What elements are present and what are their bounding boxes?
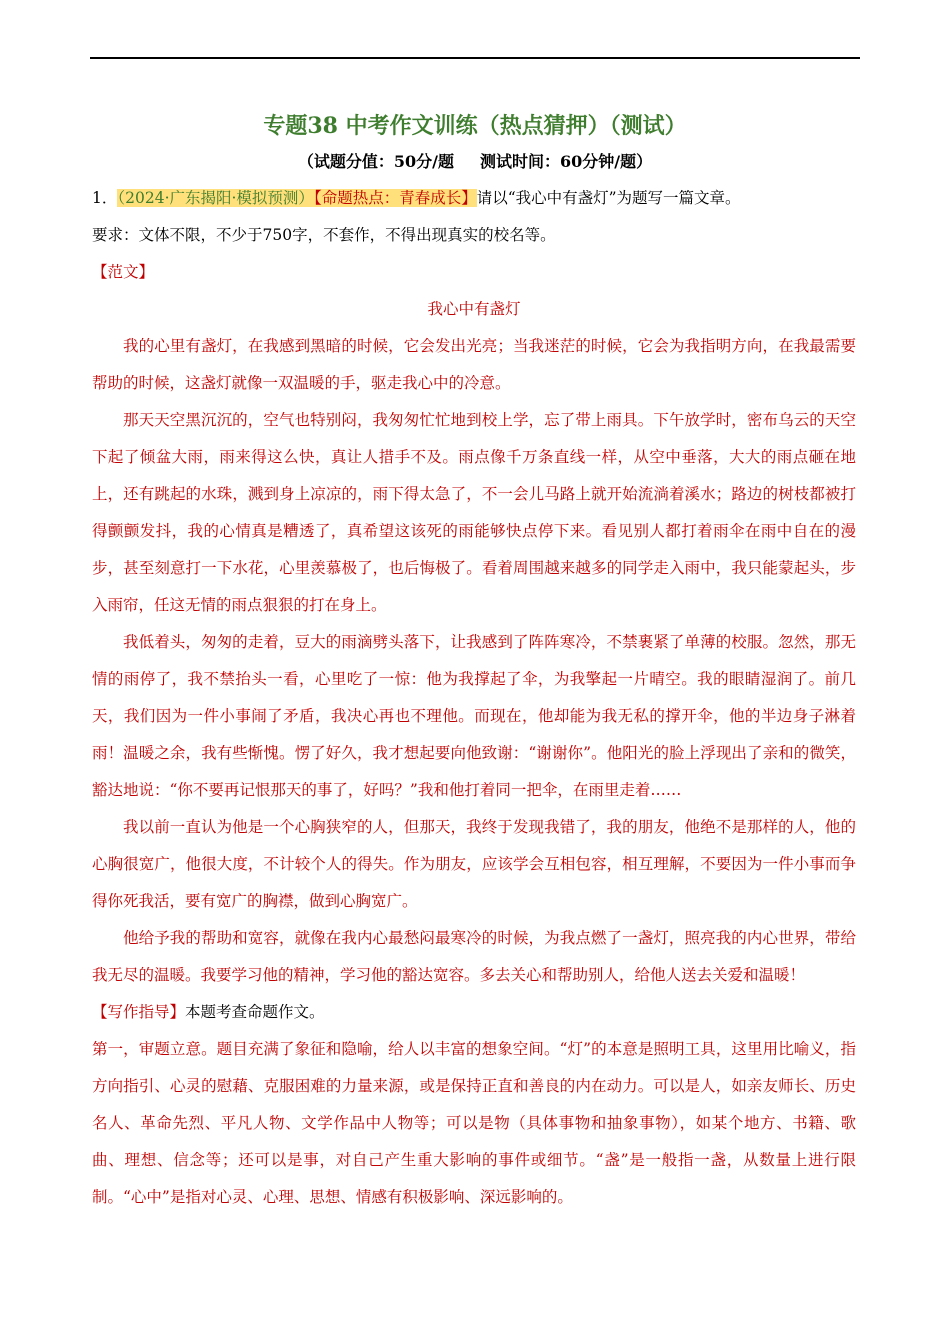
guide-label: 【写作指导】 bbox=[92, 1003, 186, 1021]
question-source: （2024·广东揭阳·模拟预测） bbox=[117, 189, 314, 207]
time-info: 测试时间：60分钟/题） bbox=[480, 152, 653, 171]
essay-paragraph: 我低着头，匆匆的走着，豆大的雨滴劈头落下，让我感到了阵阵寒冷，不禁裹紧了单薄的校服。忽然，那无情的雨停了，我不禁抬头一看，心里吃了一惊：他为我撑起了伞，为我擎起一片晴空。我的眼睛湿润了。前几天，我们因为一件小事闹了矛盾，我决心再也不理他。而现在，他却能为我无私的撑开伞，他的半边身子淋着雨！温暖之余，我有些惭愧。愣了好久，我才想起要向他致谢：“谢谢你”。他阳光的脸上浮现出了亲和的微笑，豁达地说：“你不要再记恨那天的事了，好吗？”我和他打着同一把伞，在雨里走着…… bbox=[92, 633, 856, 799]
guide-heading bbox=[92, 994, 856, 1031]
page-subtitle bbox=[90, 150, 860, 174]
question-prompt: 请以“我心中有盏灯”为题写一篇文章。 bbox=[476, 189, 741, 207]
question-number: 1． bbox=[92, 189, 118, 207]
page-title: 专题38 中考作文训练（热点猜押）（测试） bbox=[263, 113, 687, 139]
essay-paragraph: 那天天空黑沉沉的，空气也特别闷，我匆匆忙忙地到校上学，忘了带上雨具。下午放学时，密布乌云的天空下起了倾盆大雨，雨来得这么快，真让人措手不及。雨点像千万条直线一样，从空中垂落，大大的雨点砸在地上，还有跳起的水珠，溅到身上凉凉的，雨下得太急了，不一会儿马路上就开始流淌着溪水；路边的树枝都被打得颤颤发抖，我的心情真是糟透了，真希望这该死的雨能够快点停下来。看见别人都打着雨伞在雨中自在的漫步，甚至刻意打一下水花，心里羡慕极了，也后悔极了。看着周围越来越多的同学走入雨中，我只能蒙起头，步入雨帘，任这无情的雨点狠狠的打在身上。 bbox=[92, 411, 856, 614]
question-source-tag bbox=[117, 189, 476, 207]
essay-paragraph: 他给予我的帮助和宽容，就像在我内心最愁闷最寒冷的时候，为我点燃了一盏灯，照亮我的内心世界，带给我无尽的温暖。我要学习他的精神，学习他的豁达宽容。多去关心和帮助别人，给他人送去关爱和温暖！ bbox=[92, 929, 856, 984]
guide-text: 第一，审题立意。题目充满了象征和隐喻，给人以丰富的想象空间。“灯”的本意是照明工具，这里用比喻义，指方向指引、心灵的慰藉、克服困难的力量来源，或是保持正直和善良的内在动力。可以是人，如亲友师长、历史名人、革命先烈、平凡人物、文学作品中人物等；可以是物（具体事物和抽象事物），如某个地方、书籍、歌曲、理想、信念等；还可以是事，对自己产生重大影响的事件或细节。“盏”是一般指一盏，从数量上进行限制。“心中”是指对心灵、心理、思想、情感有积极影响、深远影响的。 bbox=[92, 1040, 856, 1206]
essay-paragraph: 我的心里有盏灯，在我感到黑暗的时候，它会发出光亮；当我迷茫的时候，它会为我指明方向，在我最需要帮助的时候，这盏灯就像一双温暖的手，驱走我心中的冷意。 bbox=[92, 337, 856, 392]
question-requirement: 要求：文体不限，不少于750字，不套作，不得出现真实的校名等。 bbox=[92, 226, 556, 244]
score-info: （试题分值：50分/题 bbox=[297, 152, 454, 171]
guide-intro: 本题考查命题作文。 bbox=[185, 1003, 325, 1021]
essay-paragraph: 我以前一直认为他是一个心胸狭窄的人，但那天，我终于发现我错了，我的朋友，他绝不是那样的人，他的心胸很宽广，他很大度，不计较个人的得失。作为朋友，应该学会互相包容，相互理解，不要因为一件小事而争得你死我活，要有宽广的胸襟，做到心胸宽广。 bbox=[92, 818, 856, 910]
question-line bbox=[92, 180, 856, 217]
essay-title: 我心中有盏灯 bbox=[427, 300, 521, 318]
question-hot-tag: 【命题热点：青春成长】 bbox=[313, 189, 477, 207]
document-body bbox=[92, 180, 856, 1216]
header-rule bbox=[90, 57, 860, 59]
sample-label: 【范文】 bbox=[92, 263, 155, 281]
